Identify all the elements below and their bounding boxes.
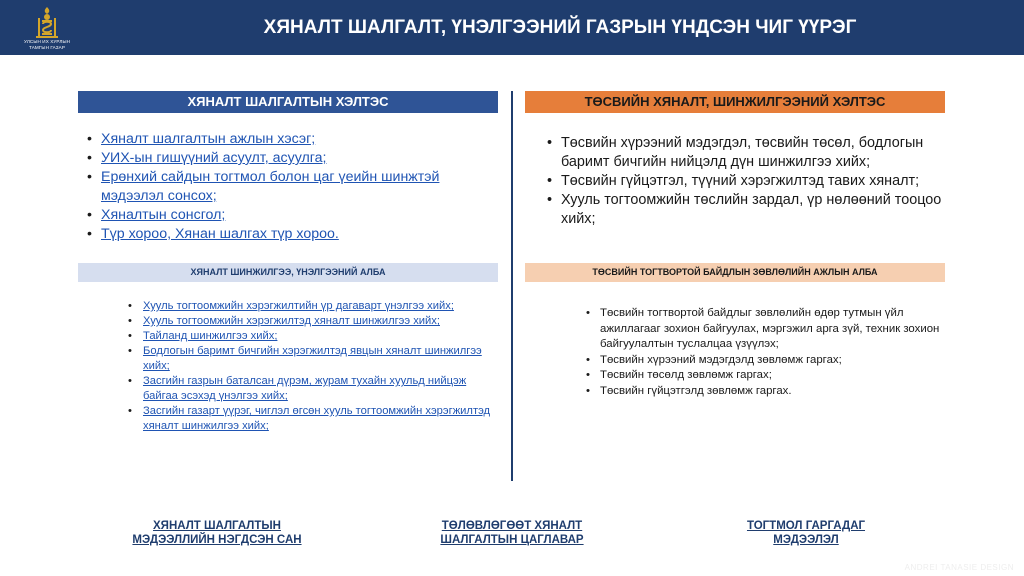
list-item: • Төсвийн гүйцэтгэл, түүний хэрэгжилтэд тавих хяналт;	[547, 172, 947, 191]
list-item	[87, 149, 487, 168]
list-item: • Төсвийн тогтвортой байдлыг зөвлөлийн өдөр тутмын үйл ажиллагааг зохион байгуулах, мэргэжил арга зүй, техник зохион байгуулалтын туслалцаа үзүүлэх;	[586, 306, 946, 353]
list-item: • Төсвийн гүйцэтгэлд зөвлөмж гаргах.	[586, 384, 946, 400]
list-item	[128, 329, 498, 344]
logo-line-1: УЛСЫН ИХ ХУРЛЫН	[23, 39, 71, 44]
soyombo-emblem-icon	[32, 6, 62, 38]
inspection-link-hearing[interactable]: Хяналтын сонсгол;	[101, 207, 226, 223]
watermark: ANDREI TANASIE DESIGN	[904, 563, 1014, 572]
page-title: ХЯНАЛТ ШАЛГАЛТ, ҮНЭЛГЭЭНИЙ ГАЗРЫН ҮНДСЭН ЧИГ ҮҮРЭГ	[263, 17, 857, 38]
monitoring-link-regulation-compliance[interactable]: Засгийн газрын баталсан дүрэм, журам тухайн хуульд нийцэж байгаа эсэхэд үнэлгээ хийх;	[143, 375, 467, 402]
inspection-link-member-questions[interactable]: УИХ-ын гишүүний асуулт, асуулга;	[101, 150, 327, 166]
inspection-link-pm-information[interactable]: Ерөнхий сайдын тогтмол болон цаг үеийн шинжтэй мэдээлэл сонсох;	[101, 169, 440, 204]
list-item: • Төсвийн хүрээний мэдэгдэл, төсвийн төсөл, бодлогын баримт бичгийн нийцэлд дүн шинжилгээ хийх;	[547, 134, 947, 172]
section-heading-budget-control: ТӨСВИЙН ХЯНАЛТ, ШИНЖИЛГЭЭНИЙ ХЭЛТЭС	[525, 91, 945, 113]
section-heading-monitoring-evaluation: ХЯНАЛТ ШИНЖИЛГЭЭ, ҮНЭЛГЭЭНИЙ АЛБА	[78, 263, 498, 282]
inspection-link-working-group[interactable]: Хяналт шалгалтын ажлын хэсэг;	[101, 131, 316, 147]
monitoring-link-list	[128, 299, 498, 434]
header-banner	[0, 0, 1024, 55]
link-line-2: ШАЛГАЛТЫН ЦАГЛАВАР	[440, 534, 584, 546]
fiscal-council-list	[586, 306, 946, 399]
list-item	[87, 206, 487, 225]
logo-line-2: ТАМГЫН ГАЗАР	[29, 45, 65, 51]
section-heading-fiscal-council: ТӨСВИЙН ТОГТВОРТОЙ БАЙДЛЫН ЗӨВЛӨЛИЙН АЖЛЫН АЛБА	[525, 263, 945, 282]
planned-inspection-schedule-link[interactable]	[414, 519, 610, 547]
budget-control-list	[547, 134, 947, 229]
link-line-1: ХЯНАЛТ ШАЛГАЛТЫН	[153, 520, 281, 532]
regular-information-link[interactable]	[712, 519, 900, 547]
link-line-2: МЭДЭЭЛЛИЙН НЭГДСЭН САН	[132, 534, 302, 546]
monitoring-link-policy-progress[interactable]: Бодлогын баримт бичгийн хэрэгжилтэд явцын хяналт шинжилгээ хийх;	[143, 345, 482, 372]
link-line-2: МЭДЭЭЛЭЛ	[773, 534, 839, 546]
list-item	[128, 344, 498, 374]
center-divider	[511, 91, 513, 481]
list-item	[128, 404, 498, 434]
list-item	[128, 299, 498, 314]
list-item	[128, 314, 498, 329]
link-line-1: ТОГТМОЛ ГАРГАДАГ	[746, 520, 866, 532]
inspection-database-link[interactable]	[110, 519, 324, 547]
inspection-link-list	[87, 130, 487, 244]
monitoring-link-implementation-monitoring[interactable]: Хууль тогтоомжийн хэрэгжилтэд хяналт шинжилгээ хийх;	[143, 315, 440, 327]
list-item	[87, 130, 487, 149]
inspection-link-temporary-committee[interactable]: Түр хороо, Хянан шалгах түр хороо.	[101, 226, 339, 242]
list-item: • Хууль тогтоомжийн төслийн зардал, үр нөлөөний тооцоо хийх;	[547, 191, 947, 229]
list-item	[87, 225, 487, 244]
monitoring-link-impact-evaluation[interactable]: Хууль тогтоомжийн хэрэгжилтийн үр дагаварт үнэлгээ хийх;	[143, 300, 454, 312]
list-item	[87, 168, 487, 206]
link-line-1: ТӨЛӨВЛӨГӨӨТ ХЯНАЛТ	[441, 520, 583, 532]
list-item	[128, 374, 498, 404]
monitoring-link-government-tasks[interactable]: Засгийн газарт үүрэг, чиглэл өгсөн хууль тогтоомжийн хэрэгжилтэд хяналт шинжилгээ хийх;	[143, 405, 491, 432]
logo[interactable]	[20, 6, 74, 52]
section-heading-inspection: ХЯНАЛТ ШАЛГАЛТЫН ХЭЛТЭС	[78, 91, 498, 113]
list-item: • Төсвийн хүрээний мэдэгдэлд зөвлөмж гаргах;	[586, 353, 946, 369]
monitoring-link-report-analysis[interactable]: Тайланд шинжилгээ хийх;	[143, 330, 278, 342]
list-item: • Төсвийн төсөлд зөвлөмж гаргах;	[586, 368, 946, 384]
